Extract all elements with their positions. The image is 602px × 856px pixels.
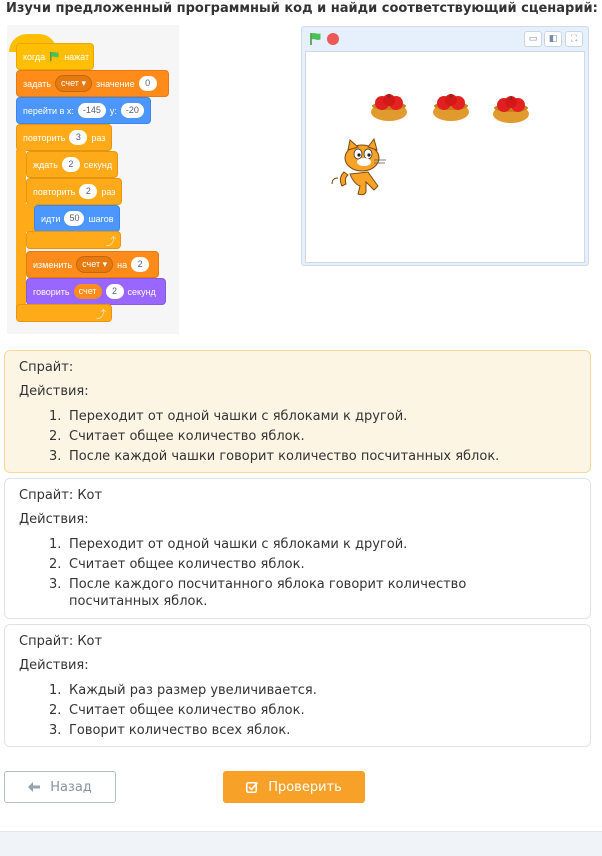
green-flag-icon [49,51,60,62]
repeat-outer-slot: 3 [69,130,87,145]
wait-value-slot: 2 [62,157,80,172]
back-button-label: Назад [50,779,92,795]
set-label: задать [23,78,52,89]
repeat-inner-slot: 2 [79,184,97,199]
repeat-outer-arm [16,150,26,308]
cat-sprite [330,138,390,200]
change-variable-block [26,251,159,278]
list-item: 3. Говорит количество всех яблок. [49,723,291,738]
times-label: раз [91,132,106,143]
wait-label: ждать [33,159,58,170]
task-title: Изучи предложенный программный код и найди соответствующий сценарий: [6,1,598,16]
list-item: 2. Считает общее количество яблок. [49,429,305,444]
y-label: y: [109,105,117,116]
list-item: 2. Считает общее количество яблок. [49,557,305,572]
move-steps-block [34,205,120,232]
change-value-slot: 2 [131,257,149,272]
list-item-text: Переходит от одной чашки с яблоками к другой. [69,537,408,552]
when-label: когда [23,51,46,62]
repeat-inner-block [26,178,122,205]
list-item-text: Каждый раз размер увеличивается. [69,683,317,698]
list-item-text: Считает общее количество яблок. [69,429,305,444]
wait-block [26,151,118,178]
list-item: 2. Считает общее количество яблок. [49,703,305,718]
list-item: 1. Каждый раз размер увеличивается. [49,683,317,698]
list-item: 3. После каждой чашки говорит количество посчитанных яблок. [49,449,500,464]
list-item: 3. После каждого посчитанного яблока говорит количество посчитанных яблок. [49,576,550,610]
option-actions-label: Действия: [19,384,89,399]
list-item-text: После каждого посчитанного яблока говорит количество посчитанных яблок. [69,577,467,609]
option-actions-list [49,682,550,742]
repeat-outer-block [16,124,112,151]
say-for-secs-block [26,278,166,305]
loop-arrow-icon: ⤴ [106,237,116,248]
change-label: изменить [33,259,73,270]
option-sprite: Спрайт: Кот [19,488,103,503]
goto-label: перейти в x: [23,105,74,116]
clicked-label: нажат [64,51,90,62]
variable-name: счет [82,259,101,269]
option-actions-label: Действия: [19,512,89,527]
answer-option-3[interactable] [4,624,591,747]
fullscreen-icon[interactable]: ⛶ [565,31,583,47]
apple-bowl-1 [370,92,408,122]
goto-xy-block [16,97,151,124]
set-value-slot: 0 [139,76,157,91]
page-footer [0,831,602,856]
answer-option-1[interactable] [4,350,591,473]
move-value-slot: 50 [64,211,84,226]
stop-icon[interactable] [326,32,340,46]
variable-dropdown: счет ▾ [76,256,113,273]
by-label: на [117,259,128,270]
list-item-text: Говорит количество всех яблок. [69,723,291,738]
small-stage-icon[interactable]: ▭ [524,31,542,47]
list-item-text: После каждой чашки говорит количество посчитанных яблок. [69,449,500,464]
variable-name: счет [61,78,79,88]
apple-bowl-3 [492,94,530,124]
back-button[interactable] [4,771,116,803]
say-secs-slot: 2 [106,284,124,299]
steps-label: шагов [88,213,114,224]
option-sprite: Спрайт: [19,360,74,375]
say-label: говорить [33,286,70,297]
answer-option-2[interactable] [4,478,591,619]
check-button-label: Проверить [268,779,342,795]
checkbox-check-icon [246,781,258,793]
list-item-text: Считает общее количество яблок. [69,557,305,572]
repeat-label: повторить [23,132,66,143]
list-item-text: Считает общее количество яблок. [69,703,305,718]
list-item: 1. Переходит от одной чашки с яблоками к другой. [49,409,408,424]
move-label: идти [41,213,61,224]
seconds-label: секунд [83,159,113,170]
set-variable-block [16,70,169,97]
seconds-label: секунд [127,286,156,297]
variable-dropdown: счет ▾ [55,75,92,92]
apple-bowl-2 [432,92,470,122]
say-variable-reporter: счет [74,284,102,299]
large-stage-icon[interactable]: ◧ [544,31,562,47]
times-label: раз [101,186,116,197]
list-item: 1. Переходит от одной чашки с яблоками к другой. [49,537,408,552]
y-value-slot: -20 [121,103,144,118]
x-value-slot: -145 [78,103,106,118]
option-sprite: Спрайт: Кот [19,634,103,649]
list-item-text: Переходит от одной чашки с яблоками к другой. [69,409,408,424]
when-flag-clicked-block [16,43,94,70]
loop-arrow-icon: ⤴ [96,310,106,321]
value-label: значение [95,78,135,89]
option-actions-list [49,536,550,613]
repeat-label: повторить [33,186,76,197]
green-flag-icon[interactable] [308,32,322,46]
check-button[interactable] [223,771,365,803]
option-actions-list [49,408,550,468]
arrow-left-icon [28,782,40,792]
option-actions-label: Действия: [19,658,89,673]
